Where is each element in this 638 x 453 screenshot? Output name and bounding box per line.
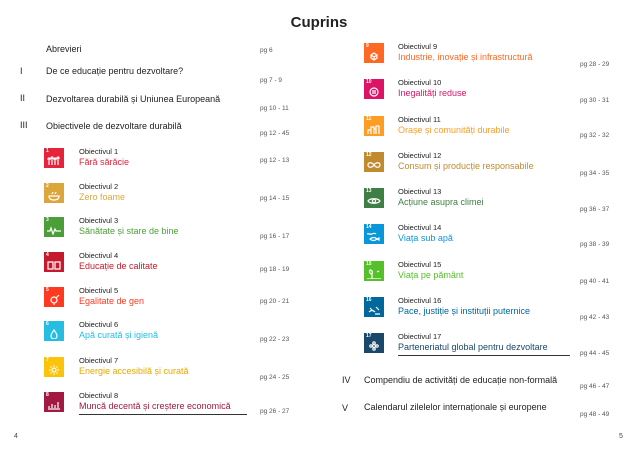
goal-3-page: pg 16 - 17	[260, 233, 290, 240]
section-5-label[interactable]: Calendarul zilelelor internaționale și europene	[364, 402, 547, 412]
goal-17-page: pg 44 - 45	[580, 350, 610, 357]
goal-4-page: pg 18 - 19	[260, 266, 290, 273]
section-2-page: pg 10 - 11	[260, 105, 289, 112]
goal-14-title[interactable]: Viața sub apă	[398, 233, 453, 243]
goal-8-title[interactable]: Muncă decentă și creștere economică	[79, 401, 231, 411]
family-icon: 1	[44, 148, 64, 168]
goal-2-page: pg 14 - 15	[260, 195, 290, 202]
goal-9-page: pg 28 - 29	[580, 61, 610, 68]
goal-10-title[interactable]: Inegalități reduse	[398, 88, 467, 98]
goal-17-underline	[398, 355, 570, 356]
goal-14-prefix: Obiectivul 14	[398, 223, 442, 232]
equal-icon: 10	[364, 79, 384, 99]
goal-6-page: pg 22 - 23	[260, 336, 290, 343]
goal-4-title[interactable]: Educație de calitate	[79, 261, 158, 271]
goal-15-title[interactable]: Viața pe pământ	[398, 270, 464, 280]
section-abrevieri-label[interactable]: Abrevieri	[46, 44, 82, 54]
goal-5-title[interactable]: Egalitate de gen	[79, 296, 145, 306]
goal-16-title[interactable]: Pace, justiție și instituții puternice	[398, 306, 531, 316]
goal-4-prefix: Obiectivul 4	[79, 251, 119, 260]
goal-10-page: pg 30 - 31	[580, 97, 610, 104]
gender-icon: 5	[44, 287, 64, 307]
goal-11-page: pg 32 - 32	[580, 132, 610, 139]
section-1-page: pg 7 - 9	[260, 77, 283, 84]
goal-8-prefix: Obiectivul 8	[79, 391, 119, 400]
goal-3-prefix: Obiectivul 3	[79, 216, 119, 225]
partnership-flower-icon: 17	[364, 333, 384, 353]
goal-2-title[interactable]: Zero foame	[79, 192, 126, 202]
city-icon: 11	[364, 116, 384, 136]
water-drop-icon: 6	[44, 321, 64, 341]
heartbeat-icon: 3	[44, 217, 64, 237]
sun-icon: 7	[44, 357, 64, 377]
section-3-number: III	[20, 120, 28, 130]
goal-7-prefix: Obiectivul 7	[79, 356, 119, 365]
section-4-label[interactable]: Compendiu de activități de educație non-formală	[364, 375, 558, 385]
section-4-number: IV	[342, 375, 351, 385]
goal-14-page: pg 38 - 39	[580, 241, 610, 248]
goal-12-prefix: Obiectivul 12	[398, 151, 442, 160]
growth-chart-icon: 8	[44, 392, 64, 412]
goal-5-page: pg 20 - 21	[260, 298, 290, 305]
goal-13-page: pg 36 - 37	[580, 206, 610, 213]
goal-6-prefix: Obiectivul 6	[79, 320, 119, 329]
section-5-number: V	[342, 403, 349, 413]
goal-8-underline	[79, 414, 247, 415]
goal-17-title[interactable]: Parteneriatul global pentru dezvoltare	[398, 342, 548, 352]
tree-bird-icon: 15	[364, 261, 384, 281]
goal-16-page: pg 42 - 43	[580, 314, 610, 321]
goal-6-title[interactable]: Apă curată și igienă	[79, 330, 159, 340]
goal-8-page: pg 26 - 27	[260, 408, 290, 415]
goal-2-prefix: Obiectivul 2	[79, 182, 119, 191]
goal-9-prefix: Obiectivul 9	[398, 42, 438, 51]
goal-3-title[interactable]: Sănătate și stare de bine	[79, 226, 179, 236]
cubes-icon: 9	[364, 43, 384, 63]
section-3-label[interactable]: Obiectivele de dezvoltare durabilă	[46, 121, 182, 131]
goal-15-prefix: Obiectivul 15	[398, 260, 442, 269]
goal-12-page: pg 34 - 35	[580, 170, 610, 177]
goal-17-prefix: Obiectivul 17	[398, 332, 442, 341]
footer-page-left: 4	[14, 433, 18, 440]
footer-page-right: 5	[619, 433, 623, 440]
goal-11-prefix: Obiectivul 11	[398, 115, 441, 124]
section-2-number: II	[20, 93, 26, 103]
goal-7-title[interactable]: Energie accesibilă și curată	[79, 366, 189, 376]
goal-1-prefix: Obiectivul 1	[79, 147, 119, 156]
section-2-label[interactable]: Dezvoltarea durabilă și Uniunea Europeană	[46, 94, 221, 104]
goal-13-prefix: Obiectivul 13	[398, 187, 442, 196]
book-icon: 4	[44, 252, 64, 272]
page-title: Cuprins	[290, 14, 348, 31]
section-1-label[interactable]: De ce educație pentru dezvoltare?	[46, 66, 184, 76]
goal-12-title[interactable]: Consum și producție responsabile	[398, 161, 534, 171]
fish-icon: 14	[364, 224, 384, 244]
goal-1-page: pg 12 - 13	[260, 157, 290, 164]
goal-13-title[interactable]: Acțiune asupra climei	[398, 197, 484, 207]
goal-7-page: pg 24 - 25	[260, 374, 290, 381]
goal-5-prefix: Obiectivul 5	[79, 286, 119, 295]
infinity-icon: 12	[364, 152, 384, 172]
section-1-number: I	[20, 66, 23, 76]
section-4-page: pg 46 - 47	[580, 383, 610, 390]
section-5-page: pg 48 - 49	[580, 411, 610, 418]
goal-1-title[interactable]: Fără sărăcie	[79, 157, 130, 167]
goal-9-title[interactable]: Industrie, inovație și infrastructură	[398, 52, 533, 62]
goal-16-prefix: Obiectivul 16	[398, 296, 442, 305]
bowl-icon: 2	[44, 183, 64, 203]
eye-globe-icon: 13	[364, 188, 384, 208]
section-3-page: pg 12 - 45	[260, 130, 290, 137]
goal-11-title[interactable]: Orașe și comunități durabile	[398, 125, 510, 135]
goal-15-page: pg 40 - 41	[580, 278, 610, 285]
section-abrevieri-page: pg 6	[260, 47, 273, 54]
goal-10-prefix: Obiectivul 10	[398, 78, 442, 87]
dove-gavel-icon: 16	[364, 297, 384, 317]
